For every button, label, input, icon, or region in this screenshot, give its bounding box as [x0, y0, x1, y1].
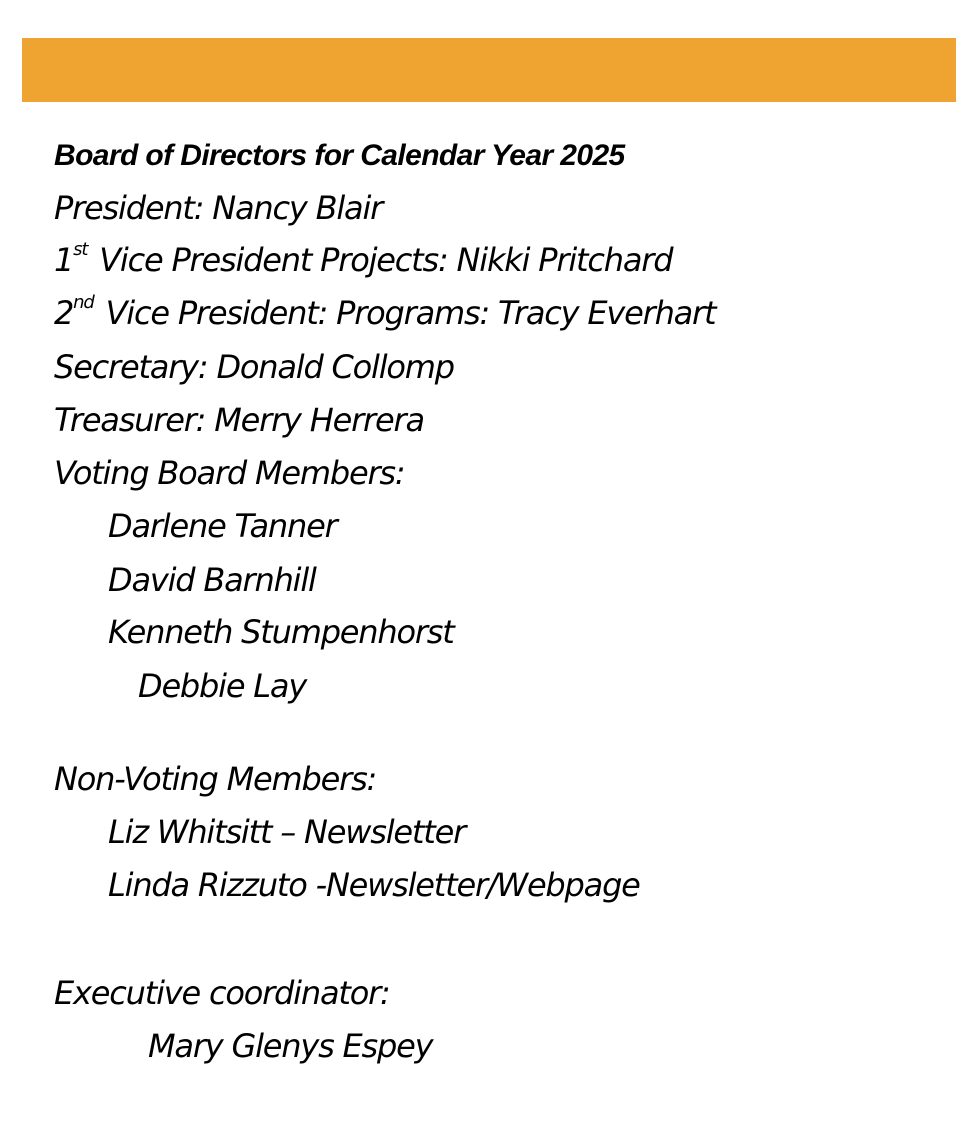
header-banner	[22, 38, 956, 102]
voting-member: Debbie Lay	[138, 667, 307, 705]
vp2-number: 2	[54, 294, 74, 332]
board-heading: Board of Directors for Calendar Year 2025	[54, 139, 625, 172]
executive-coordinator-label: Executive coordinator:	[54, 974, 390, 1012]
voting-members-label: Voting Board Members:	[54, 454, 405, 492]
treasurer-line: Treasurer: Merry Herrera	[54, 401, 424, 439]
non-voting-members-label: Non-Voting Members:	[54, 760, 377, 798]
voting-member: Kenneth Stumpenhorst	[108, 613, 454, 651]
vp2-text: Vice President: Programs: Tracy Everhart	[105, 294, 716, 332]
president-line: President: Nancy Blair	[54, 189, 383, 227]
vp1-text: Vice President Projects: Nikki Pritchard	[99, 241, 673, 279]
second-vice-president-line	[54, 293, 715, 333]
vp2-ordinal: nd	[73, 292, 94, 314]
vp1-number: 1	[54, 241, 74, 279]
vp1-ordinal: st	[73, 239, 88, 261]
voting-member: David Barnhill	[108, 561, 316, 599]
first-vice-president-line	[54, 240, 672, 280]
voting-member: Darlene Tanner	[108, 507, 337, 545]
non-voting-member: Linda Rizzuto -Newsletter/Webpage	[108, 866, 640, 904]
non-voting-member: Liz Whitsitt – Newsletter	[108, 813, 466, 851]
executive-coordinator-name: Mary Glenys Espey	[148, 1027, 433, 1065]
secretary-line: Secretary: Donald Collomp	[54, 348, 454, 386]
